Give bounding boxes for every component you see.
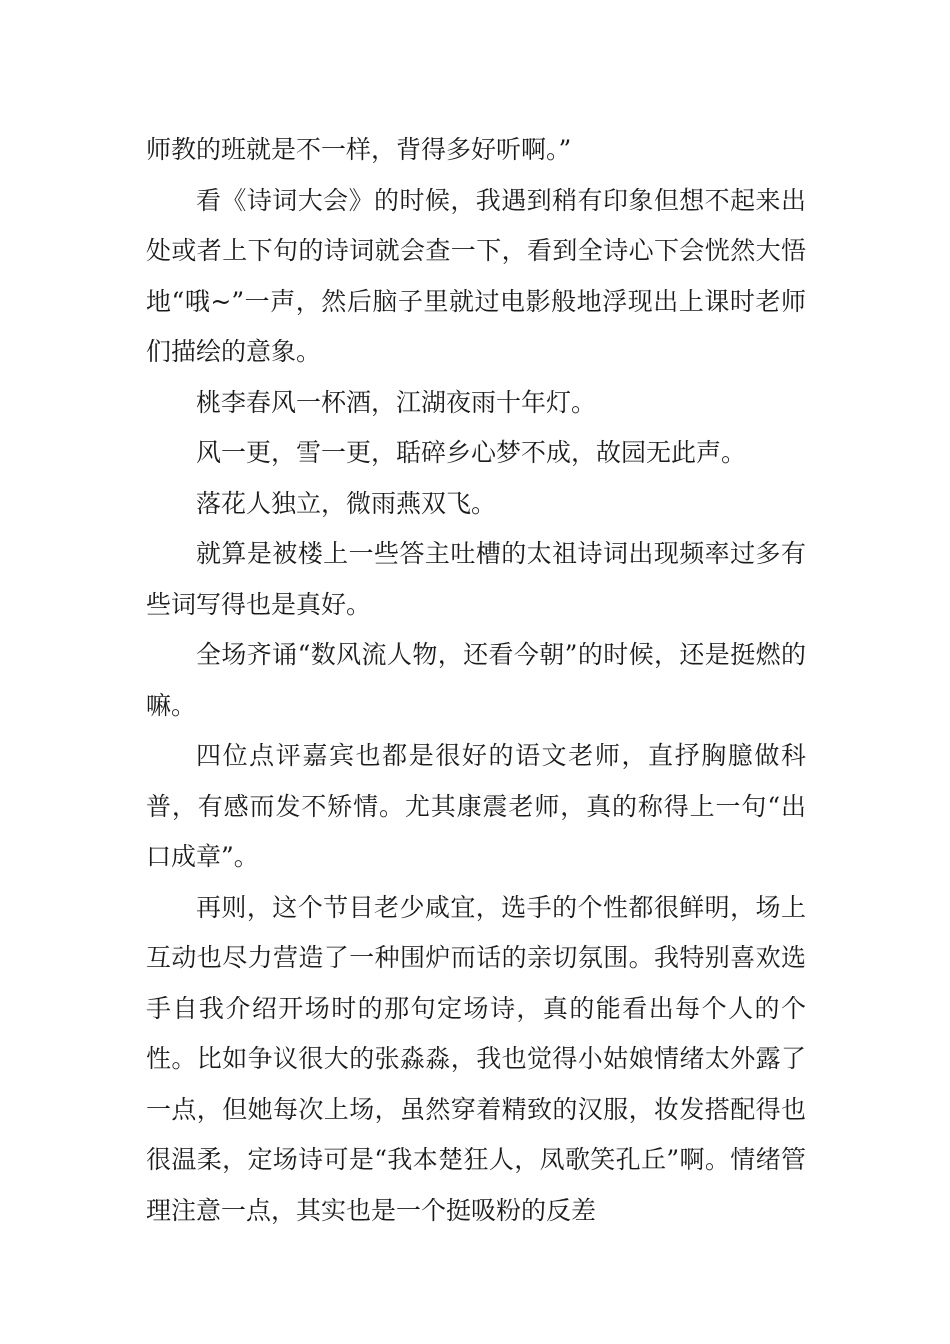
article-body [146,125,806,1236]
poem-line: 桃李春风一杯酒，江湖夜雨十年灯。 [196,387,597,417]
paragraph: 就算是被楼上一些答主吐槽的太祖诗词出现频率过多有些词写得也是真好。 [146,539,806,619]
poem-line: 落花人独立，微雨燕双飞。 [196,488,497,518]
paragraph: 四位点评嘉宾也都是很好的语文老师，直抒胸臆做科普，有感而发不矫情。尤其康震老师，真的称得上一句“出口成章”。 [146,741,806,871]
paragraph: 看《诗词大会》的时候，我遇到稍有印象但想不起来出处或者上下句的诗词就会查一下，看到全诗心下会恍然大悟地“哦~”一声，然后脑子里就过电影般地浮现出上课时老师们描绘的意象。 [146,185,806,366]
paragraph: 全场齐诵“数风流人物，还看今朝”的时候，还是挺燃的嘛。 [146,640,806,720]
paragraph: 再则，这个节目老少咸宜，选手的个性都很鲜明，场上互动也尽力营造了一种围炉而话的亲切氛围。我特别喜欢选手自我介绍开场时的那句定场诗，真的能看出每个人的个性。比如争议很大的张淼淼，我也觉得小姑娘情绪太外露了一点，但她每次上场，虽然穿着精致的汉服，妆发搭配得也很温柔，定场诗可是“我本楚狂人，凤歌笑孔丘”啊。情绪管理注意一点，其实也是一个挺吸粉的反差 [146,892,806,1225]
paragraph: 师教的班就是不一样，背得多好听啊。” [146,135,572,164]
poem-line: 风一更，雪一更，聒碎乡心梦不成，故园无此声。 [196,438,747,467]
